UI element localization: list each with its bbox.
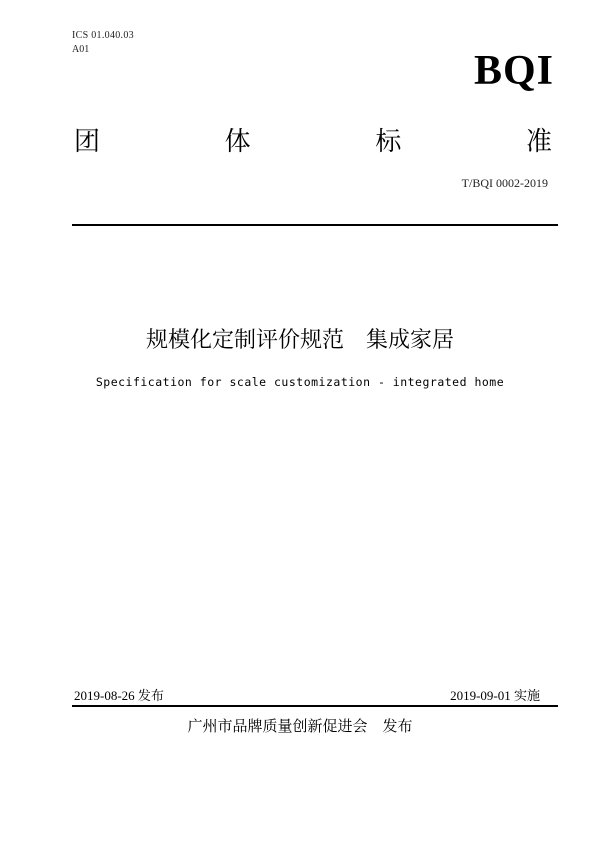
standard-type-char: 团 bbox=[74, 127, 101, 157]
standard-type-char: 体 bbox=[224, 127, 251, 157]
issue-date: 2019-08-26 发布 bbox=[74, 688, 164, 703]
bqi-logo: BQI bbox=[473, 48, 554, 94]
standard-type-char: 标 bbox=[375, 127, 402, 157]
ccs-code: A01 bbox=[72, 44, 90, 55]
english-title: Specification for scale customization - integrated home bbox=[95, 375, 505, 389]
publisher: 广州市品牌质量创新促进会 发布 bbox=[187, 717, 413, 735]
implement-date: 2019-09-01 实施 bbox=[450, 688, 540, 703]
standard-type-heading bbox=[74, 126, 552, 158]
top-divider bbox=[72, 224, 558, 226]
standard-type-char: 准 bbox=[525, 127, 552, 157]
bottom-divider bbox=[72, 705, 558, 707]
chinese-title: 规模化定制评价规范 集成家居 bbox=[145, 328, 454, 353]
standard-number: T/BQI 0002-2019 bbox=[461, 176, 548, 190]
ics-code: ICS 01.040.03 bbox=[72, 30, 134, 41]
